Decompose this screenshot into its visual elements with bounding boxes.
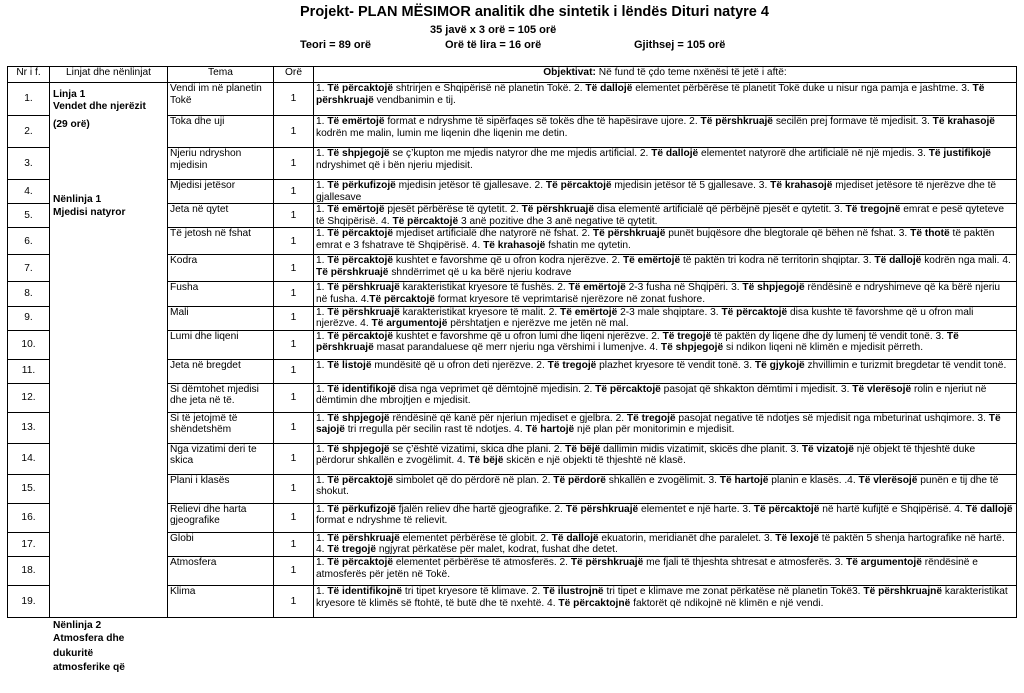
objective-text: Të përshkruajë: [316, 330, 959, 354]
objective-text: rëndësinë që kanë për njeriun mjediset e gjelbra. 2.: [389, 412, 627, 424]
table-row: [8, 532, 1017, 556]
objective-text: pasojat negative të ndotjes së mjedisit nga mbeturinat ushqimore. 3.: [675, 412, 989, 424]
objective-text: Të argumentojë: [371, 318, 448, 330]
objective-text: 3 anë pozitive dhe 3 anë negative të qytetit.: [458, 215, 658, 227]
objective-text: Të përcaktojnë: [558, 597, 631, 609]
topic-cell: Kodra: [168, 255, 274, 282]
row-number: 5.: [8, 204, 50, 228]
objective-text: Të tregojnë: [845, 204, 901, 216]
line-1-title: Linja 1: [53, 89, 86, 100]
row-number: 3.: [8, 148, 50, 180]
objective-text: tri rregulla për secilin rast të ndotjes. 4.: [344, 424, 526, 436]
objective-text: se ç’kupton me mjedis natyror dhe me mjedis artificial. 2.: [389, 148, 652, 159]
objective-text: kodrën me malin, lumin me liqenin dhe liqenin me detin.: [316, 127, 568, 139]
objective-text: se ç’është vizatimi, skica dhe plani. 2.: [389, 443, 566, 455]
objective-text: Të përshkruajë: [570, 556, 644, 568]
objectives-cell: [314, 556, 1017, 585]
objective-text: 1.: [316, 474, 328, 486]
hours-cell: 1: [274, 148, 314, 180]
objective-text: 1.: [316, 359, 328, 371]
topic-cell: Vendi im në planetin Tokë: [168, 83, 274, 116]
table-row: [8, 330, 1017, 359]
objective-text: Të emërtojë: [327, 116, 385, 127]
objective-text: Të përdorë: [553, 474, 606, 486]
topic-cell: Klima: [168, 585, 274, 617]
col-header-nr: Nr i f.: [8, 67, 50, 83]
objective-text: tri tipet kryesore të klimave. 2.: [402, 585, 544, 597]
line-cell: [50, 255, 168, 282]
objectives-cell: [314, 282, 1017, 306]
objective-text: Të përshkruajë: [327, 282, 400, 294]
hours-cell: 1: [274, 359, 314, 383]
objective-text: Të shpjegojë: [327, 412, 390, 424]
objective-text: elementet e një harte. 3.: [638, 503, 754, 515]
objective-text: disa elementë artificialë që përbëjnë pjesët e qytetit. 3.: [594, 204, 846, 216]
objective-text: Të përshkruajë: [316, 83, 985, 106]
hours-cell: 1: [274, 443, 314, 474]
hours-cell: 1: [274, 228, 314, 255]
objective-text: të paktën tri kodra në territorin shqiptar. 3.: [680, 255, 875, 267]
objective-text: në hartë kufijtë e Shqipërisë. 4.: [819, 503, 966, 515]
objective-text: Të hartojë: [525, 424, 575, 436]
objectives-cell: [314, 359, 1017, 383]
objective-text: si ndikon liqeni në klimën e mjedisit përreth.: [723, 342, 924, 354]
objective-text: karakteristikat kryesore të klimës së ftohtë, të butë dhe të nxehtë. 4.: [316, 585, 1008, 609]
table-row: [8, 228, 1017, 255]
table-row: [8, 204, 1017, 228]
objective-text: Të shpjegojë: [742, 282, 805, 294]
topic-cell: Të jetosh në fshat: [168, 228, 274, 255]
objectives-cell: [314, 180, 1017, 204]
table-row: [8, 556, 1017, 585]
objective-text: ndryshimet që i bën njeriu mjedisit.: [316, 159, 473, 171]
objectives-cell: [314, 585, 1017, 617]
objectives-cell: [314, 443, 1017, 474]
row-number: 13.: [8, 412, 50, 443]
objective-text: 1.: [316, 330, 328, 342]
subline-2-name: Atmosfera dhe: [53, 633, 125, 644]
objective-text: Të justifikojë: [928, 148, 991, 159]
topic-cell: Jeta në bregdet: [168, 359, 274, 383]
objective-text: Të lexojë: [775, 532, 819, 544]
line-cell: [50, 412, 168, 443]
objective-text: elementet përbërëse të planetit Tokë duke u nisur nga pamja e jashtme. 3.: [632, 83, 973, 94]
objectives-cell: [314, 330, 1017, 359]
line-cell: [50, 556, 168, 585]
objective-text: Të dallojë: [551, 532, 599, 544]
table-row: [8, 306, 1017, 330]
objective-text: Të përcaktojë: [327, 556, 394, 568]
objective-text: përshtatjen e njerëzve me jetën në mal.: [447, 318, 629, 330]
objective-text: Të përshkruajë: [592, 228, 666, 240]
objective-text: një objekt të thjeshtë duke përdorur shkallën e zvogëlimit. 4.: [316, 443, 976, 467]
line-cell: [50, 532, 168, 556]
hours-cell: 1: [274, 255, 314, 282]
table-row: [8, 383, 1017, 412]
objective-text: Të përcaktojë: [327, 228, 394, 240]
topic-cell: Mjedisi jetësor: [168, 180, 274, 204]
objective-text: Të listojë: [327, 359, 372, 371]
objective-text: Të identifikojnë: [327, 585, 403, 597]
topic-cell: Njeriu ndryshon mjedisin: [168, 148, 274, 180]
objective-text: Të tregojë: [327, 544, 377, 556]
objectives-cell: [314, 306, 1017, 330]
line-cell: [50, 443, 168, 474]
objective-text: elementet përbërëse të atmosferës. 2.: [393, 556, 571, 568]
objectives-cell: [314, 474, 1017, 503]
subline-1-title: Nënlinja 1: [53, 194, 102, 205]
topic-cell: Mali: [168, 306, 274, 330]
table-row: [8, 116, 1017, 148]
row-number: 9.: [8, 306, 50, 330]
objective-text: fjalën reliev dhe hartë gjeografike. 2.: [395, 503, 566, 515]
hours-cell: 1: [274, 532, 314, 556]
topic-cell: Si dëmtohet mjedisi dhe jeta në të.: [168, 383, 274, 412]
table-row: [8, 255, 1017, 282]
row-number: 19.: [8, 585, 50, 617]
objective-text: pasojat që shkakton dëmtimi i mjedisit. 3.: [660, 383, 853, 395]
objective-text: 1.: [316, 585, 328, 597]
table-row: [8, 180, 1017, 204]
objective-text: me fjali të thjeshta shtresat e atmosferës. 3.: [643, 556, 847, 568]
objective-text: skicën e një objekti të thjeshtë në klasë.: [503, 455, 686, 467]
objective-text: Të përcaktojë: [545, 180, 612, 191]
objective-text: kushtet e favorshme që u ofron kodra njerëzve. 2.: [393, 255, 623, 267]
subline-2-title: Nënlinja 2: [53, 620, 102, 631]
objective-text: masat parandaluese që merr njeriu nga vërshimi i lumenjve. 4.: [373, 342, 661, 354]
objective-text: elementet përbërëse të globit. 2.: [399, 532, 552, 544]
objective-text: kushtet e favorshme që u ofron lumi dhe liqeni njerëzve. 2.: [393, 330, 663, 342]
hours-cell: 1: [274, 204, 314, 228]
objective-text: Të tregojë: [547, 359, 597, 371]
objective-text: Të shpjegojë: [327, 443, 390, 455]
hours-cell: 1: [274, 83, 314, 116]
objective-text: faktorët që ndikojnë në klimën e një vendi.: [630, 597, 824, 609]
row-number: 8.: [8, 282, 50, 306]
objective-text: Të përcaktojë: [327, 330, 394, 342]
topic-cell: Si të jetojmë të shëndetshëm: [168, 412, 274, 443]
objective-text: 1.: [316, 282, 328, 294]
hours-cell: 1: [274, 330, 314, 359]
objective-text: plazhet kryesore të vendit tonë. 3.: [596, 359, 755, 371]
hours-cell: 1: [274, 116, 314, 148]
topic-cell: Relievi dhe harta gjeografike: [168, 503, 274, 532]
line-cell: [50, 383, 168, 412]
objectives-cell: [314, 228, 1017, 255]
row-number: 17.: [8, 532, 50, 556]
objective-text: mjedisin jetësor të gjallesave. 2.: [395, 180, 546, 191]
objective-text: 1.: [316, 83, 328, 94]
objective-text: Të shpjegojë: [327, 148, 390, 159]
objective-text: Të përshkruajë: [327, 532, 400, 544]
plan-table: [7, 66, 1017, 618]
objective-text: Të argumentojë: [846, 556, 922, 568]
objective-text: Të shpjegojë: [660, 342, 724, 354]
objective-text: Të dallojë: [651, 148, 699, 159]
objectives-cell: [314, 255, 1017, 282]
objective-text: 1.: [316, 204, 328, 216]
objective-text: Të përcaktojë: [753, 503, 820, 515]
row-number: 10.: [8, 330, 50, 359]
col-header-tema: Tema: [168, 67, 274, 83]
row-number: 2.: [8, 116, 50, 148]
table-row: [8, 443, 1017, 474]
objective-text: secilën prej formave të mjedisit. 3.: [772, 116, 933, 127]
objective-text: format kryesore të veprimtarisë njerëzore në zonat fushore.: [434, 293, 706, 305]
objective-text: Të përcaktojë: [327, 474, 394, 486]
objective-text: Të tregojë: [626, 412, 676, 424]
hours-cell: 1: [274, 585, 314, 617]
line-cell: [50, 148, 168, 180]
hours-cell: 1: [274, 412, 314, 443]
weeks-summary: 35 javë x 3 orë = 105 orë: [430, 24, 557, 36]
objective-text: ekuatorin, meridianët dhe paralelet. 3.: [598, 532, 776, 544]
table-header-row: [8, 67, 1017, 83]
row-number: 18.: [8, 556, 50, 585]
line-cell: [50, 474, 168, 503]
hours-cell: 1: [274, 282, 314, 306]
objective-text: të paktën emrat e 3 fshatrave të Shqipërisë. 4.: [316, 228, 995, 251]
teori-hours: Teori = 89 orë: [300, 39, 372, 51]
objective-text: punën e tij dhe të shokut.: [316, 474, 999, 498]
objektivat-label: Objektivat:: [543, 67, 596, 78]
objective-text: 1.: [316, 556, 328, 568]
objective-text: 2-3 male shqiptare. 3.: [617, 306, 722, 318]
line-1-hours: (29 orë): [53, 119, 90, 130]
objektivat-rest: Në fund të çdo teme nxënësi të jetë i aftë:: [595, 67, 787, 78]
objective-text: elementet natyrorë dhe artificialë në një mjedis. 3.: [698, 148, 929, 159]
objective-text: Të sajojë: [316, 412, 1001, 436]
objective-text: Të hartojë: [719, 474, 769, 486]
table-row: [8, 474, 1017, 503]
line-1-name: Vendet dhe njerëzit: [53, 101, 146, 112]
objective-text: të paktën 5 shenja hartografike në hartë. 4.: [316, 532, 1005, 556]
table-row: [8, 282, 1017, 306]
objective-text: Të dallojë: [874, 255, 922, 267]
objective-text: rolin e njeriut në dëmtimin dhe mbrojtjen e mjedisit.: [316, 383, 987, 407]
row-number: 12.: [8, 383, 50, 412]
objective-text: të paktën dy liqene dhe dy lumenj të vendit tonë. 3.: [711, 330, 947, 342]
objective-text: një plan për monitorimin e mjedisit.: [574, 424, 735, 436]
table-body: [8, 83, 1017, 618]
objectives-cell: [314, 204, 1017, 228]
table-row: [8, 585, 1017, 617]
hours-cell: 1: [274, 306, 314, 330]
objective-text: 1.: [316, 180, 328, 191]
row-number: 16.: [8, 503, 50, 532]
objective-text: Të identifikojë: [327, 383, 396, 395]
objective-text: emrat e pesë qyteteve të Shqipërisë. 4.: [316, 204, 1005, 227]
objective-text: 2-3 fusha në Shqipëri. 3.: [625, 282, 743, 294]
objective-text: Të vlerësojë: [852, 383, 912, 395]
objective-text: kodrën nga mali. 4.: [921, 255, 1011, 267]
objective-text: mundësitë që u ofron deti njerëzve. 2.: [371, 359, 548, 371]
objective-text: Të ilustrojnë: [543, 585, 604, 597]
objective-text: Të përcaktojë: [369, 293, 435, 305]
objective-text: ngjyrat përkatëse për malet, kodrat, fushat dhe detet.: [376, 544, 618, 556]
objectives-cell: [314, 383, 1017, 412]
row-number: 6.: [8, 228, 50, 255]
hours-cell: 1: [274, 474, 314, 503]
subline-1-name: Mjedisi natyror: [53, 207, 126, 218]
objective-text: Të dallojë: [965, 503, 1013, 515]
topic-cell: Globi: [168, 532, 274, 556]
table-row: [8, 83, 1017, 116]
topic-cell: Lumi dhe liqeni: [168, 330, 274, 359]
objective-text: mjedisin jetësor të 5 gjallesave. 3.: [611, 180, 771, 191]
objective-text: Të emërtojë: [560, 306, 618, 318]
line-cell: [50, 228, 168, 255]
table-row: [8, 148, 1017, 180]
objective-text: 1.: [316, 255, 328, 267]
objectives-cell: [314, 532, 1017, 556]
objectives-cell: [314, 83, 1017, 116]
row-number: 14.: [8, 443, 50, 474]
objective-text: Të përshkruajë: [565, 503, 639, 515]
objective-text: Të emërtojë: [568, 282, 626, 294]
col-header-ore: Orë: [274, 67, 314, 83]
objective-text: rëndësinë e atmosferës për jetën në Tokë.: [316, 556, 978, 580]
objective-text: Të përcaktojë: [595, 383, 661, 395]
objective-text: Të përshkruajë: [700, 116, 773, 127]
objective-text: Të emërtojë: [327, 204, 385, 216]
objective-text: Të krahasojë: [770, 180, 833, 191]
objective-text: vendbanimin e tij.: [373, 94, 456, 106]
objectives-cell: [314, 503, 1017, 532]
objective-text: zhvillimin e turizmit bregdetar të vendit tonë.: [804, 359, 1007, 371]
table-row: [8, 503, 1017, 532]
objectives-cell: [314, 412, 1017, 443]
objective-text: 1.: [316, 503, 328, 515]
objective-text: Të krahasojë: [483, 239, 546, 251]
line-cell: [50, 330, 168, 359]
objective-text: mjediset jetësore të njerëzve dhe të gjallesave: [316, 180, 997, 203]
objective-text: Të përcaktojë: [721, 306, 788, 318]
objective-text: Të vizatojë: [801, 443, 854, 455]
objective-text: shkallën e zvogëlimit. 3.: [605, 474, 720, 486]
hours-cell: 1: [274, 556, 314, 585]
objective-text: Të thotë: [910, 228, 950, 240]
total-hours: Gjithsej = 105 orë: [634, 39, 726, 51]
objective-text: simbolet që do përdorë në plan. 2.: [393, 474, 554, 486]
objective-text: disa nga veprimet që dëmtojnë mjedisin. 2.: [395, 383, 596, 395]
objective-text: Të tregojë: [662, 330, 712, 342]
row-number: 11.: [8, 359, 50, 383]
objective-text: 1.: [316, 228, 328, 240]
objective-text: format e ndryshme të sipërfaqes së tokës dhe të hapësirave ujore. 2.: [384, 116, 701, 127]
document-title: Projekt- PLAN MËSIMOR analitik dhe sintetik i lëndës Dituri natyre 4: [300, 4, 769, 20]
row-number: 1.: [8, 83, 50, 116]
topic-cell: Nga vizatimi deri te skica: [168, 443, 274, 474]
row-number: 15.: [8, 474, 50, 503]
objective-text: karakteristikat kryesore të malit. 2.: [399, 306, 561, 318]
hours-cell: 1: [274, 503, 314, 532]
objective-text: Të dallojë: [585, 83, 633, 94]
col-header-objektivat: [314, 67, 1017, 83]
line-cell: [50, 585, 168, 617]
subline-2-name-cont2: atmosferike që: [53, 662, 125, 673]
line-cell: [50, 306, 168, 330]
objective-text: Të përshkruajnë: [863, 585, 943, 597]
objective-text: shndërrimet që u ka bërë njeriu kodrave: [388, 266, 572, 278]
objective-text: punët bujqësore dhe blegtorale që bëhen në fshat. 3.: [665, 228, 911, 240]
objective-text: Të përshkruajë: [316, 266, 389, 278]
table-row: [8, 359, 1017, 383]
objective-text: 1.: [316, 443, 328, 455]
objectives-cell: [314, 148, 1017, 180]
objective-text: disa kushte të favorshme që u ofron mali njerëzve. 4.: [316, 306, 974, 330]
objective-text: Të përcaktojë: [327, 255, 394, 267]
row-number: 4.: [8, 180, 50, 204]
objective-text: 1.: [316, 412, 328, 424]
objective-text: 1.: [316, 148, 328, 159]
objective-text: 1.: [316, 306, 328, 318]
free-hours: Orë të lira = 16 orë: [445, 39, 542, 51]
objective-text: 1.: [316, 383, 328, 395]
line-cell: [50, 359, 168, 383]
topic-cell: Plani i klasës: [168, 474, 274, 503]
hours-cell: 1: [274, 180, 314, 204]
table-row: [8, 412, 1017, 443]
objective-text: mjediset artificialë dhe natyrorë në fshat. 2.: [393, 228, 593, 240]
objective-text: dallimin midis vizatimit, skicës dhe planit. 3.: [600, 443, 802, 455]
objective-text: format e ndryshme të relievit.: [316, 515, 448, 527]
objective-text: Të bëjë: [468, 455, 504, 467]
objective-text: 1.: [316, 116, 328, 127]
col-header-linja: Linjat dhe nënlinjat: [50, 67, 168, 83]
hours-cell: 1: [274, 383, 314, 412]
objective-text: planin e klasës. .4.: [768, 474, 859, 486]
objective-text: karakteristikat kryesore të fushës. 2.: [399, 282, 569, 294]
objective-text: Të përcaktojë: [392, 215, 459, 227]
objective-text: rëndësinë e ndryshimeve që ka bërë njeriu në fusha. 4.: [316, 282, 1001, 305]
topic-cell: Jeta në qytet: [168, 204, 274, 228]
objective-text: Të përkufizojë: [327, 180, 396, 191]
subline-2-name-cont: dukuritë: [53, 648, 94, 659]
line-cell: [50, 503, 168, 532]
line-cell: [50, 282, 168, 306]
topic-cell: Fusha: [168, 282, 274, 306]
objective-text: fshatin me qytetin.: [545, 239, 631, 251]
objective-text: Të përshkruajë: [327, 306, 400, 318]
objective-text: Të përcaktojë: [327, 83, 394, 94]
objective-text: pjesët përbërëse të qytetit. 2.: [384, 204, 522, 216]
objective-text: shtrirjen e Shqipërisë në planetin Tokë. 2.: [393, 83, 586, 94]
row-number: 7.: [8, 255, 50, 282]
objectives-cell: [314, 116, 1017, 148]
topic-cell: Atmosfera: [168, 556, 274, 585]
objective-text: Të emërtojë: [622, 255, 681, 267]
objective-text: tri tipet e klimave me zonat përkatëse në planetin Tokë3.: [603, 585, 864, 597]
objective-text: Të përkufizojë: [327, 503, 396, 515]
topic-cell: Toka dhe uji: [168, 116, 274, 148]
objective-text: Të gjykojë: [754, 359, 805, 371]
objective-text: Të vlerësojë: [858, 474, 918, 486]
objective-text: Të përshkruajë: [521, 204, 595, 216]
objective-text: 1.: [316, 532, 328, 544]
objective-text: Të krahasojë: [932, 116, 995, 127]
objective-text: Të bëjë: [565, 443, 601, 455]
